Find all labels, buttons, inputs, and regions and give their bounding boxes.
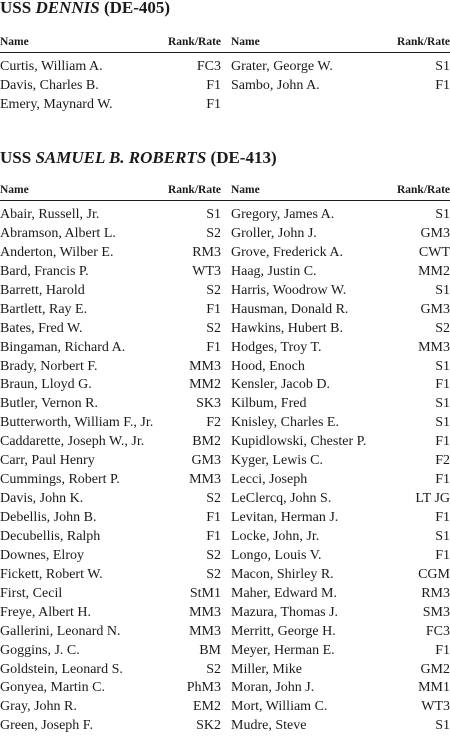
table-row: [0, 77, 221, 96]
table-row: [0, 679, 221, 698]
crew-rank: F1: [206, 96, 221, 112]
column-right: [227, 206, 450, 736]
crew-rank: FC3: [196, 59, 221, 74]
crew-rank: MM2: [418, 263, 450, 279]
crew-rank: MM3: [418, 339, 450, 355]
crew-name: Mazura, Thomas J.: [231, 604, 339, 620]
table-row: [231, 320, 450, 339]
crew-name: Caddarette, Joseph W., Jr.: [0, 434, 145, 450]
crew-name: Merritt, George H.: [231, 623, 336, 639]
crew-name: Barrett, Harold: [0, 282, 85, 298]
crew-rank: MM3: [189, 472, 221, 488]
crew-name: Moran, John J.: [231, 680, 315, 696]
table-row: [231, 263, 450, 282]
crew-name: Hausman, Donald R.: [231, 301, 349, 317]
crew-rank: StM1: [189, 585, 221, 601]
crew-rank: S2: [206, 547, 221, 563]
crew-rank: F1: [435, 472, 450, 488]
crew-name: Mort, William C.: [231, 699, 328, 715]
crew-rank: F1: [435, 377, 450, 393]
crew-name: Sambo, John A.: [231, 77, 320, 93]
crew-rank: MM2: [189, 377, 221, 393]
crew-rank: S1: [435, 358, 450, 374]
crew-rank: S2: [206, 566, 221, 582]
crew-name: Lecci, Joseph: [231, 472, 308, 488]
crew-name: Macon, Shirley R.: [231, 566, 334, 582]
crew-name: Freye, Albert H.: [0, 604, 91, 620]
table-row: [0, 320, 221, 339]
table-row: [231, 698, 450, 717]
table-row: [0, 433, 221, 452]
table-row: [231, 623, 450, 642]
crew-rank: BM: [199, 642, 221, 658]
crew-rank: F2: [435, 453, 450, 469]
table-row: [231, 358, 450, 377]
crew-name: Curtis, William A.: [0, 59, 103, 74]
table-row: [0, 471, 221, 490]
table-row: [231, 566, 450, 585]
crew-name: Kyger, Lewis C.: [231, 453, 323, 469]
crew-rank: S1: [435, 718, 450, 734]
table-row: [231, 509, 450, 528]
crew-rank: S2: [206, 320, 221, 336]
table-row: [0, 604, 221, 623]
crew-name: Butler, Vernon R.: [0, 396, 98, 412]
table-row: [231, 585, 450, 604]
crew-name: Abair, Russell, Jr.: [0, 207, 100, 222]
crew-rank: F1: [206, 77, 221, 93]
crew-rank: PhM3: [186, 680, 221, 696]
crew-name: Meyer, Herman E.: [231, 642, 335, 658]
header-rank: Rank/Rate: [396, 184, 450, 196]
crew-rank: F1: [435, 642, 450, 658]
crew-rank: S1: [435, 59, 450, 74]
table-row: [0, 96, 221, 115]
crew-name: Harris, Woodrow W.: [231, 282, 347, 298]
crew-rank: CGM: [418, 566, 450, 582]
header-rank: Rank/Rate: [396, 36, 450, 48]
table-row: [0, 528, 221, 547]
crew-rank: CWT: [418, 244, 450, 260]
crew-name: Cummings, Robert P.: [0, 472, 120, 488]
table-row: [231, 547, 450, 566]
crew-name: Kensler, Jacob D.: [231, 377, 330, 393]
table-row: [0, 301, 221, 320]
crew-name: Decubellis, Ralph: [0, 528, 101, 544]
crew-rank: F1: [206, 339, 221, 355]
table-row: [0, 225, 221, 244]
roster-table-dennis: [0, 33, 450, 115]
crew-name: Miller, Mike: [231, 661, 302, 677]
crew-rank: S2: [206, 491, 221, 507]
table-row: [0, 547, 221, 566]
table-row: [0, 509, 221, 528]
crew-rank: S2: [206, 282, 221, 298]
table-row: [0, 244, 221, 263]
crew-name: Davis, John K.: [0, 491, 84, 507]
crew-name: Levitan, Herman J.: [231, 510, 339, 525]
table-row: [231, 642, 450, 661]
crew-name: Bates, Fred W.: [0, 320, 83, 336]
table-row: [0, 623, 221, 642]
table-row: [0, 206, 221, 225]
crew-name: Kilbum, Fred: [231, 396, 307, 412]
crew-name: Brady, Norbert F.: [0, 358, 98, 374]
ship-title-prefix: USS: [0, 148, 36, 167]
table-row: [231, 58, 450, 77]
table-row: [0, 698, 221, 717]
crew-rank: S2: [435, 320, 450, 336]
crew-rank: FC3: [425, 623, 450, 639]
crew-name: Debellis, John B.: [0, 510, 97, 525]
table-row: [231, 244, 450, 263]
crew-name: Grove, Frederick A.: [231, 244, 343, 260]
ship-title-italic: SAMUEL B. ROBERTS: [35, 148, 207, 167]
header-name: Name: [0, 36, 29, 48]
crew-name: Hood, Enoch: [231, 358, 305, 374]
crew-name: Haag, Justin C.: [231, 263, 317, 279]
crew-name: Hodges, Troy T.: [231, 339, 322, 355]
crew-name: Mudre, Steve: [231, 718, 307, 734]
table-row: [231, 433, 450, 452]
table-row: [0, 452, 221, 471]
crew-rank: GM3: [191, 453, 221, 469]
table-row: [0, 414, 221, 433]
table-row: [231, 282, 450, 301]
crew-name: First, Cecil: [0, 585, 63, 601]
column-right: [227, 58, 450, 115]
crew-name: Emery, Maynard W.: [0, 96, 113, 112]
crew-name: Gregory, James A.: [231, 207, 335, 222]
ship-title-suffix: (DE-405): [99, 0, 171, 17]
table-row: [0, 58, 221, 77]
crew-rank: BM2: [192, 434, 221, 450]
crew-rank: S1: [435, 528, 450, 544]
crew-rank: S1: [435, 396, 450, 412]
table-row: [231, 376, 450, 395]
table-row: [231, 471, 450, 490]
header-name: Name: [231, 184, 260, 196]
table-row: [231, 225, 450, 244]
crew-rank: S1: [435, 282, 450, 298]
crew-rank: RM3: [192, 244, 221, 260]
crew-rank: MM3: [189, 604, 221, 620]
crew-name: Fickett, Robert W.: [0, 566, 103, 582]
crew-name: Carr, Paul Henry: [0, 453, 95, 469]
crew-name: Butterworth, William F., Jr.: [0, 415, 154, 431]
table-row: [231, 528, 450, 547]
crew-rank: RM3: [421, 585, 450, 601]
crew-name: Knisley, Charles E.: [231, 415, 339, 431]
crew-name: Goggins, J. C.: [0, 642, 80, 658]
crew-rank: LT JG: [415, 491, 450, 507]
ship-title-samuel-b-roberts: [0, 148, 277, 168]
crew-name: Bard, Francis P.: [0, 263, 89, 279]
crew-rank: F1: [435, 77, 450, 93]
crew-name: Gray, John R.: [0, 699, 77, 715]
crew-rank: S2: [206, 225, 221, 241]
table-row: [0, 376, 221, 395]
table-row: [231, 414, 450, 433]
table-row: [0, 263, 221, 282]
ship-title-dennis: [0, 0, 170, 18]
crew-name: Longo, Louis V.: [231, 547, 322, 563]
crew-rank: S2: [206, 661, 221, 677]
crew-name: Gonyea, Martin C.: [0, 680, 105, 696]
crew-name: Gallerini, Leonard N.: [0, 623, 121, 639]
column-left: [0, 58, 227, 115]
table-row: [231, 77, 450, 96]
crew-rank: GM3: [420, 301, 450, 317]
roster-table-samuel-b-roberts: [0, 181, 450, 736]
crew-rank: S1: [206, 207, 221, 222]
crew-rank: SK2: [196, 718, 221, 734]
crew-name: Downes, Elroy: [0, 547, 84, 563]
ship-title-suffix: (DE-413): [206, 148, 277, 167]
table-row: [0, 395, 221, 414]
table-row: [0, 490, 221, 509]
header-right: [227, 181, 450, 199]
crew-rank: S1: [435, 415, 450, 431]
table-row: [0, 358, 221, 377]
table-row: [0, 717, 221, 736]
ship-title-prefix: USS: [0, 0, 36, 17]
crew-rank: WT3: [192, 263, 221, 279]
header-name: Name: [0, 184, 29, 196]
crew-name: Braun, Lloyd G.: [0, 377, 92, 393]
table-row: [231, 395, 450, 414]
crew-rank: F1: [206, 301, 221, 317]
table-row: [0, 661, 221, 680]
table-row: [0, 566, 221, 585]
table-row: [0, 339, 221, 358]
crew-rank: F2: [206, 415, 221, 431]
crew-rank: MM3: [189, 358, 221, 374]
header-rank: Rank/Rate: [167, 36, 221, 48]
table-row: [231, 452, 450, 471]
crew-name: Hawkins, Hubert B.: [231, 320, 343, 336]
crew-rank: SM3: [422, 604, 450, 620]
table-row: [231, 661, 450, 680]
crew-name: Maher, Edward M.: [231, 585, 337, 601]
crew-name: Bingaman, Richard A.: [0, 339, 126, 355]
table-row: [0, 642, 221, 661]
crew-name: Goldstein, Leonard S.: [0, 661, 123, 677]
table-row: [231, 679, 450, 698]
crew-rank: F1: [206, 528, 221, 544]
crew-rank: GM2: [420, 661, 450, 677]
crew-rank: MM1: [418, 680, 450, 696]
crew-name: Abramson, Albert L.: [0, 225, 116, 241]
crew-rank: F1: [435, 434, 450, 450]
table-row: [0, 585, 221, 604]
crew-name: Davis, Charles B.: [0, 77, 99, 93]
crew-name: Groller, John J.: [231, 225, 317, 241]
header-name: Name: [231, 36, 260, 48]
crew-rank: GM3: [420, 225, 450, 241]
header-right: [227, 33, 450, 51]
crew-rank: S1: [435, 207, 450, 222]
table-row: [231, 490, 450, 509]
table-row: [231, 206, 450, 225]
crew-rank: F1: [206, 510, 221, 525]
header-left: [0, 181, 227, 199]
table-header: [0, 181, 450, 201]
header-left: [0, 33, 227, 51]
crew-name: Anderton, Wilber E.: [0, 244, 114, 260]
crew-rank: SK3: [196, 396, 221, 412]
crew-name: Green, Joseph F.: [0, 718, 93, 734]
ship-title-italic: DENNIS: [35, 0, 100, 17]
crew-rank: MM3: [189, 623, 221, 639]
table-row: [231, 604, 450, 623]
table-row: [231, 339, 450, 358]
crew-rank: EM2: [193, 699, 221, 715]
table-row: [0, 282, 221, 301]
crew-name: Kupidlowski, Chester P.: [231, 434, 367, 450]
table-header: [0, 33, 450, 53]
crew-name: Locke, John, Jr.: [231, 528, 320, 544]
crew-name: Grater, George W.: [231, 59, 333, 74]
table-row: [231, 717, 450, 736]
crew-rank: F1: [435, 547, 450, 563]
column-left: [0, 206, 227, 736]
crew-name: LeClercq, John S.: [231, 491, 332, 507]
table-row: [231, 301, 450, 320]
header-rank: Rank/Rate: [167, 184, 221, 196]
crew-name: Bartlett, Ray E.: [0, 301, 88, 317]
crew-rank: WT3: [421, 699, 450, 715]
crew-rank: F1: [435, 510, 450, 525]
